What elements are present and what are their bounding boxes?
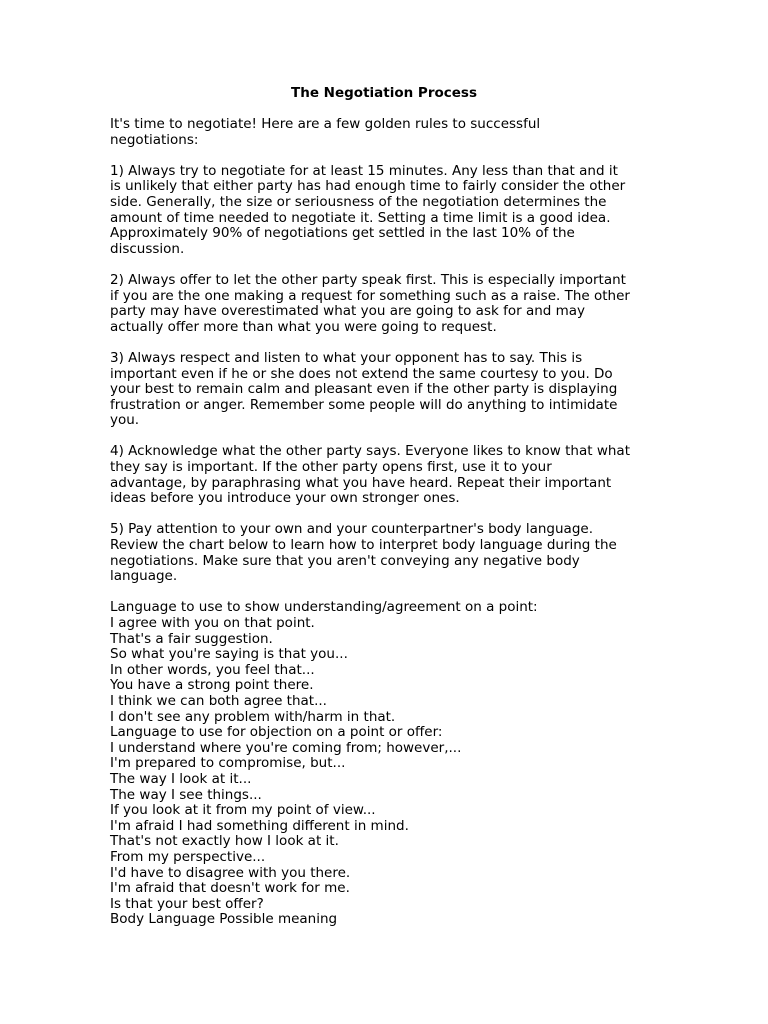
rule-2-paragraph: 2) Always offer to let the other party speak first. This is especially important if you are the one making a request for something such as a raise. The other party may have overestimated what you are going to ask for and may actually offer more than what you were going to request. [110,271,630,335]
phrase-line: I'm prepared to compromise, but... [110,755,346,772]
document-body [110,117,670,928]
phrase-list [110,600,670,927]
phrase-line: I understand where you're coming from; however,... [110,739,462,756]
phrase-line: The way I look at it... [110,770,252,787]
phrase-line: I'm afraid that doesn't work for me. [110,880,350,897]
rule-3-paragraph: 3) Always respect and listen to what your opponent has to say. This is important even if he or she does not extend the same courtesy to you. Do your best to remain calm and pleasant even if the other party is displaying frustration or anger. Remember some people will do anything to intimidate you. [110,349,618,429]
phrase-line: The way I see things... [110,786,262,803]
phrase-line: So what you're saying is that you... [110,646,348,663]
phrase-line: In other words, you feel that... [110,661,315,678]
phrase-line: You have a strong point there. [110,677,314,694]
phrase-heading-objection: Language to use for objection on a point or offer: [110,724,443,741]
phrase-line: From my perspective... [110,848,266,865]
phrase-line: I think we can both agree that... [110,692,327,709]
phrase-line: That's not exactly how I look at it. [110,833,339,850]
phrase-line: I'm afraid I had something different in mind. [110,817,409,834]
phrase-line: Is that your best offer? [110,895,264,912]
document-title: The Negotiation Process [291,85,477,101]
phrase-line: I'd have to disagree with you there. [110,864,351,881]
rule-1-paragraph: 1) Always try to negotiate for at least 15 minutes. Any less than that and it is unlikely that either party has had enough time to fairly consider the other side. Generally, the size or seriousness of the negotiation determines the amount of time needed to negotiate it. Setting a time limit is a good idea. Approximately 90% of negotiations get settled in the last 10% of the discussion. [110,162,626,257]
phrase-line: I don't see any problem with/harm in that. [110,708,396,725]
phrase-line: I agree with you on that point. [110,615,315,631]
rule-4-paragraph: 4) Acknowledge what the other party says. Everyone likes to know that what they say is important. If the other party opens first, use it to your advantage, by paraphrasing what you have heard. Repeat their important ideas before you introduce your own stronger ones. [110,443,630,507]
body-language-table-header: Body Language Possible meaning [110,911,338,928]
rule-5-paragraph: 5) Pay attention to your own and your counterpartner's body language. Review the chart below to learn how to interpret body language during the negotiations. Make sure that you aren't conveying any negative body language. [110,521,617,585]
phrase-heading-agreement: Language to use to show understanding/agreement on a point: [110,599,538,616]
phrase-line: If you look at it from my point of view... [110,802,376,819]
intro-paragraph: It's time to negotiate! Here are a few golden rules to successful negotiations: [110,116,541,148]
phrase-line: That's a fair suggestion. [110,630,273,647]
